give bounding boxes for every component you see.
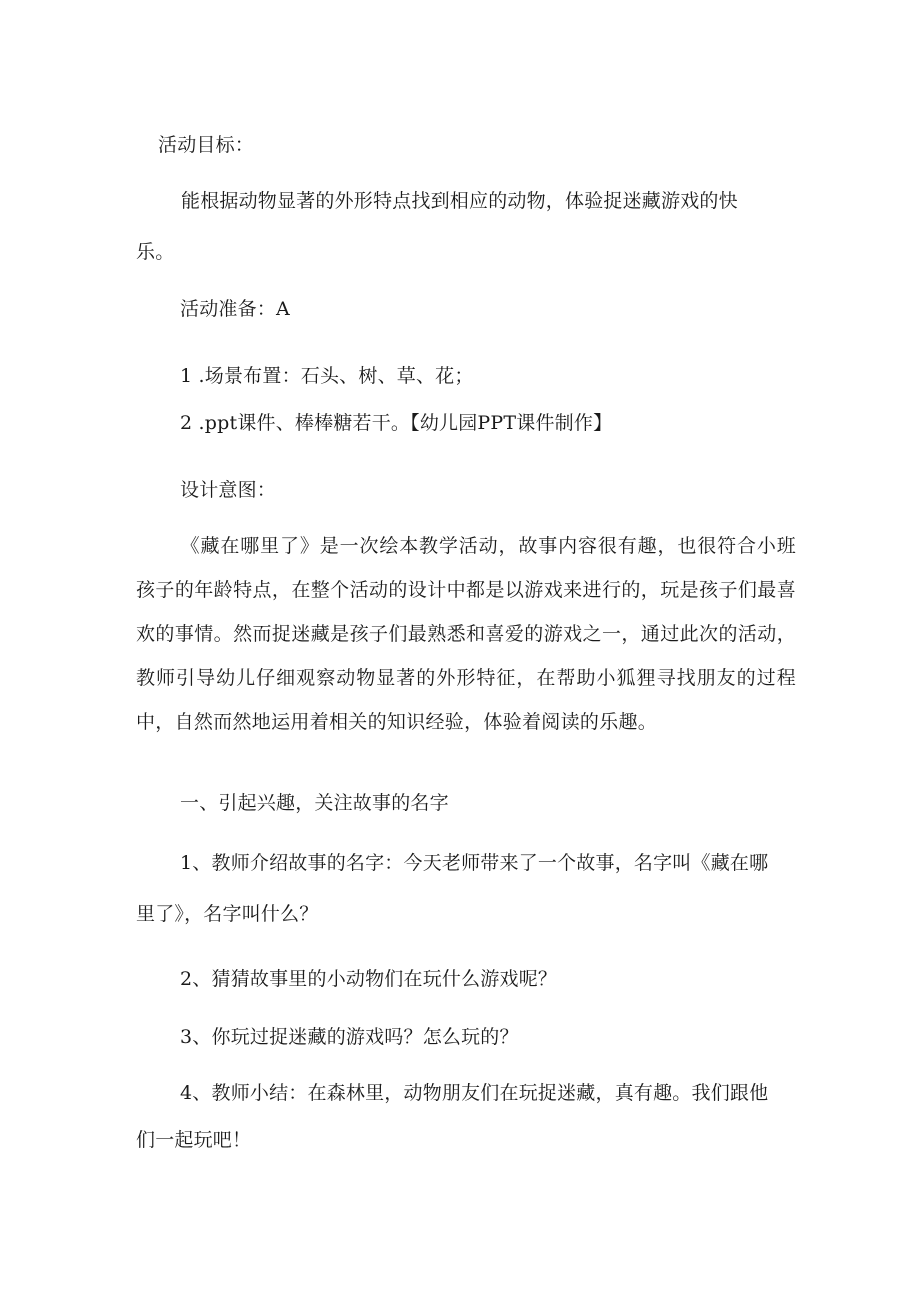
heading-activity-goal: 活动目标： [158, 134, 255, 156]
prep-item-1: 1 .场景布置：石头、树、草、花； [180, 365, 474, 387]
step-3: 3、你玩过捉迷藏的游戏吗？怎么玩的？ [180, 1026, 519, 1048]
goal-text-line-1: 能根据动物显著的外形特点找到相应的动物，体验捉迷藏游戏的快 [181, 190, 738, 212]
step-4-line-2: 们一起玩吧！ [136, 1129, 252, 1151]
heading-design-intent: 设计意图： [180, 479, 277, 501]
design-intent-paragraph: 《藏在哪里了》是一次绘本教学活动，故事内容很有趣，也很符合小班孩子的年龄特点，在整个活动的设计中都是以游戏来进行的，玩是孩子们最喜欢的事情。然而捉迷藏是孩子们最熟悉和喜爱的游戏之一，通过此次的活动，教师引导幼儿仔细观察动物显著的外形特征，在帮助小狐狸寻找朋友的过程中，自然而然地运用着相关的知识经验，体验着阅读的乐趣。 [136, 535, 796, 733]
prep-item-2: 2 .ppt课件、棒棒糖若干。【幼儿园PPT课件制作】 [180, 412, 613, 434]
step-1-line-1: 1、教师介绍故事的名字：今天老师带来了一个故事，名字叫《藏在哪 [180, 852, 769, 874]
section-1-heading: 一、引起兴趣，关注故事的名字 [180, 792, 449, 814]
step-4-line-1: 4、教师小结：在森林里，动物朋友们在玩捉迷藏，真有趣。我们跟他 [180, 1082, 769, 1104]
step-1-line-2: 里了》，名字叫什么？ [136, 903, 319, 925]
heading-activity-prep: 活动准备：A [180, 298, 290, 320]
step-2: 2、猜猜故事里的小动物们在玩什么游戏呢？ [180, 968, 558, 990]
goal-text-line-2: 乐。 [136, 241, 175, 263]
